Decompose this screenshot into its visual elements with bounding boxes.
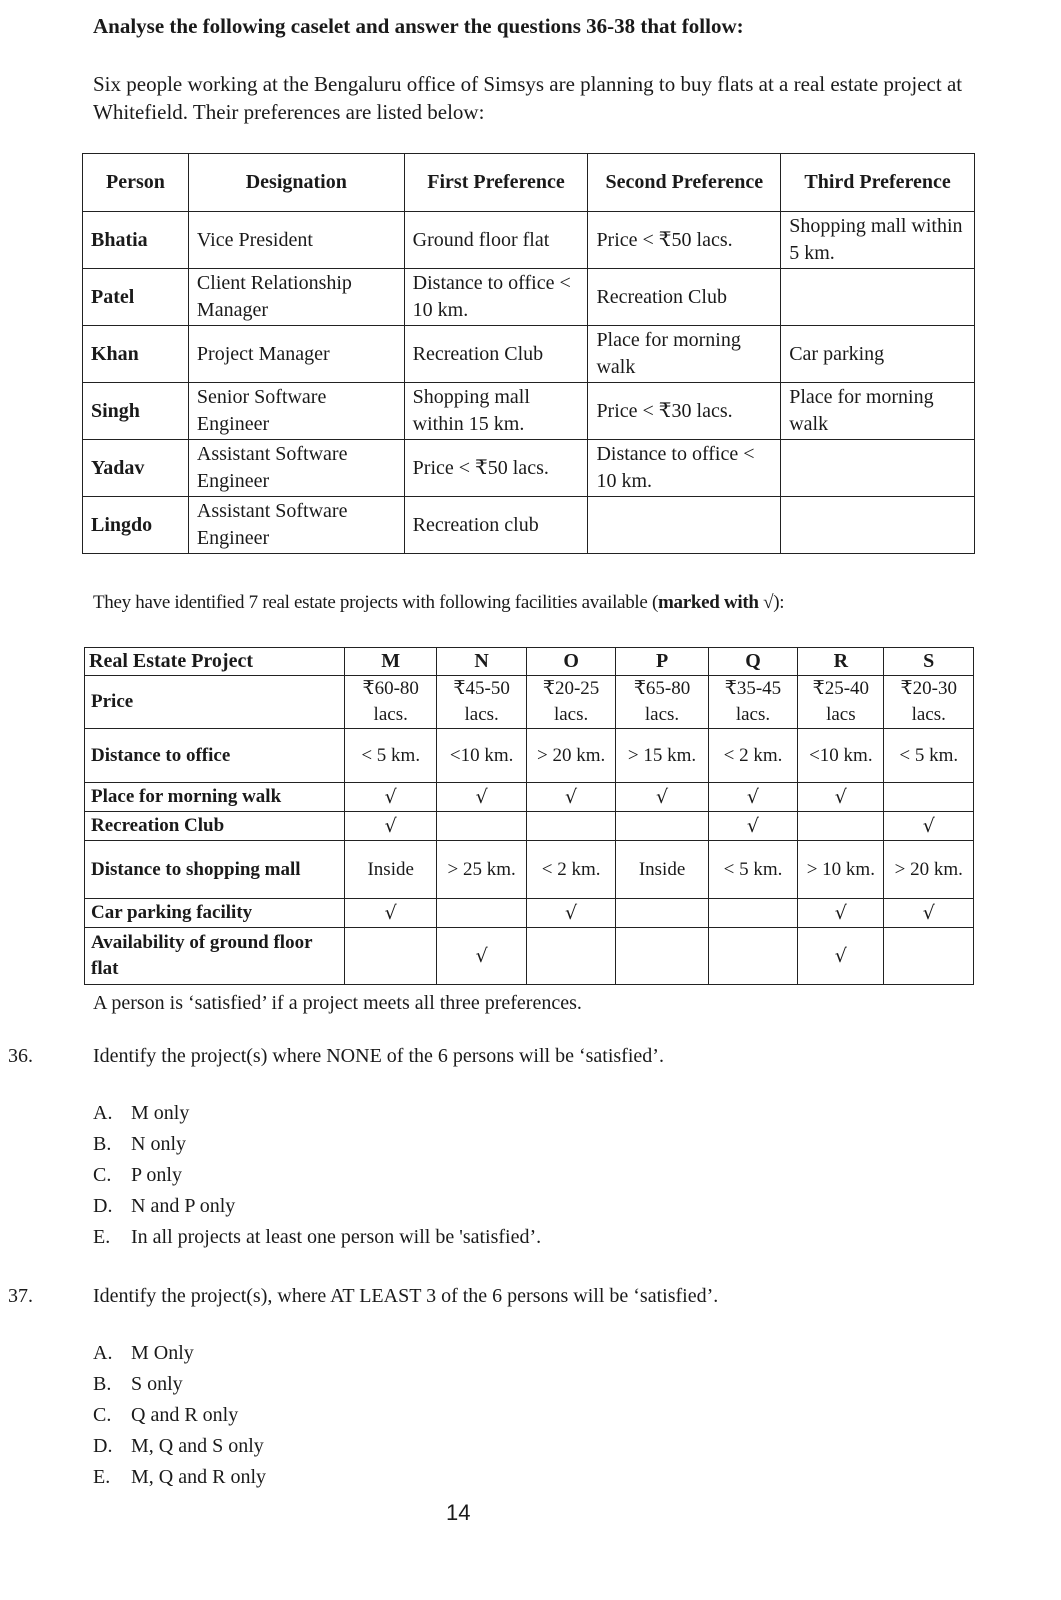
third-preference-cell: [781, 497, 975, 554]
project-cell: > 20 km.: [526, 729, 615, 783]
option-letter: D.: [93, 1195, 113, 1217]
caselet-intro: Six people working at the Bengaluru office of Simsys are planning to buy flats at a real estate project at Whitefield. Their preferences are listed below:: [93, 72, 963, 124]
checkmark-cell: √: [798, 899, 884, 928]
checkmark-cell: √: [884, 812, 974, 841]
projects-note-text: They have identified 7 real estate projects with following facilities available (: [93, 592, 659, 613]
project-cell: ₹45-50 lacs.: [437, 676, 526, 729]
option-text: N only: [131, 1133, 186, 1155]
answer-option: [93, 1129, 186, 1160]
project-cell: ₹25-40 lacs: [798, 676, 884, 729]
preference-row-khan: [83, 326, 975, 383]
project-cell: ₹35-45 lacs.: [708, 676, 797, 729]
project-column-n: N: [437, 648, 526, 676]
projects-note: [93, 592, 784, 614]
projects-table: [84, 647, 974, 985]
preferences-header-row: [83, 154, 975, 212]
answer-option: [93, 1160, 182, 1191]
answer-option: [93, 1400, 238, 1431]
checkmark-cell: √: [345, 899, 437, 928]
checkmark-cell: √: [345, 812, 437, 841]
project-cell: [345, 928, 437, 985]
project-row: [85, 812, 974, 841]
project-cell: Inside: [616, 841, 708, 899]
checkmark-cell: √: [526, 783, 615, 812]
project-cell: [437, 812, 526, 841]
checkmark-cell: √: [345, 783, 437, 812]
designation-cell: Senior Software Engineer: [188, 383, 404, 440]
projects-note-bold: marked with √: [658, 592, 774, 613]
project-cell: [616, 812, 708, 841]
project-cell: ₹65-80 lacs.: [616, 676, 708, 729]
second-preference-cell: Place for morning walk: [588, 326, 781, 383]
first-preference-cell: Distance to office < 10 km.: [404, 269, 588, 326]
person-cell: Bhatia: [83, 212, 189, 269]
project-cell: ₹60-80 lacs.: [345, 676, 437, 729]
project-cell: < 5 km.: [345, 729, 437, 783]
option-letter: B.: [93, 1373, 112, 1395]
project-column-q: Q: [708, 648, 797, 676]
project-row: [85, 676, 974, 729]
project-cell: > 25 km.: [437, 841, 526, 899]
second-preference-cell: Price < ₹50 lacs.: [588, 212, 781, 269]
option-letter: A.: [93, 1102, 113, 1124]
checkmark-cell: √: [884, 899, 974, 928]
header-designation: Designation: [188, 154, 404, 212]
project-cell: [884, 783, 974, 812]
option-letter: C.: [93, 1404, 112, 1426]
header-second-preference: Second Preference: [588, 154, 781, 212]
project-cell: < 5 km.: [708, 841, 797, 899]
first-preference-cell: Price < ₹50 lacs.: [404, 440, 588, 497]
designation-cell: Assistant Software Engineer: [188, 497, 404, 554]
header-third-preference: Third Preference: [781, 154, 975, 212]
option-text: Q and R only: [131, 1404, 239, 1426]
project-cell: [526, 928, 615, 985]
project-column-m: M: [345, 648, 437, 676]
project-column-s: S: [884, 648, 974, 676]
project-row-label: Recreation Club: [85, 812, 345, 841]
first-preference-cell: Recreation Club: [404, 326, 588, 383]
option-letter: E.: [93, 1466, 111, 1488]
option-text: N and P only: [131, 1195, 236, 1217]
caselet-heading: Analyse the following caselet and answer the questions 36-38 that follow:: [93, 14, 744, 38]
project-cell: ₹20-25 lacs.: [526, 676, 615, 729]
option-letter: B.: [93, 1133, 112, 1155]
project-row-label: Price: [85, 676, 345, 729]
option-letter: E.: [93, 1226, 111, 1248]
answer-option: [93, 1191, 235, 1222]
second-preference-cell: Distance to office < 10 km.: [588, 440, 781, 497]
option-text: M only: [131, 1102, 190, 1124]
project-cell: [708, 928, 797, 985]
option-text: In all projects at least one person will be 'satisfied’.: [131, 1226, 542, 1248]
checkmark-cell: √: [798, 928, 884, 985]
preference-row-bhatia: [83, 212, 975, 269]
option-letter: D.: [93, 1435, 113, 1457]
answer-option: [93, 1462, 266, 1493]
question-number: 36.: [8, 1045, 33, 1067]
answer-option: [93, 1222, 541, 1253]
option-text: S only: [131, 1373, 183, 1395]
projects-corner-label: Real Estate Project: [85, 648, 345, 676]
checkmark-cell: √: [616, 783, 708, 812]
designation-cell: Project Manager: [188, 326, 404, 383]
answer-option: [93, 1098, 189, 1129]
option-text: M, Q and R only: [131, 1466, 266, 1488]
checkmark-cell: √: [798, 783, 884, 812]
question-text: Identify the project(s) where NONE of the 6 persons will be ‘satisfied’.: [93, 1045, 664, 1067]
project-row-label: Car parking facility: [85, 899, 345, 928]
option-letter: C.: [93, 1164, 112, 1186]
project-cell: > 10 km.: [798, 841, 884, 899]
checkmark-cell: √: [437, 783, 526, 812]
project-column-r: R: [798, 648, 884, 676]
designation-cell: Assistant Software Engineer: [188, 440, 404, 497]
project-row: [85, 729, 974, 783]
option-letter: A.: [93, 1342, 113, 1364]
question-text: Identify the project(s), where AT LEAST 3 of the 6 persons will be ‘satisfied’.: [93, 1285, 719, 1307]
project-cell: [708, 899, 797, 928]
option-text: M, Q and S only: [131, 1435, 264, 1457]
checkmark-cell: √: [437, 928, 526, 985]
satisfied-definition: A person is ‘satisfied’ if a project meets all three preferences.: [93, 992, 582, 1014]
project-row: [85, 928, 974, 985]
project-row-label: Place for morning walk: [85, 783, 345, 812]
project-cell: <10 km.: [437, 729, 526, 783]
project-cell: > 20 km.: [884, 841, 974, 899]
project-cell: <10 km.: [798, 729, 884, 783]
person-cell: Khan: [83, 326, 189, 383]
first-preference-cell: Shopping mall within 15 km.: [404, 383, 588, 440]
option-text: P only: [131, 1164, 182, 1186]
project-cell: Inside: [345, 841, 437, 899]
answer-option: [93, 1338, 194, 1369]
first-preference-cell: Ground floor flat: [404, 212, 588, 269]
preference-row-lingdo: [83, 497, 975, 554]
checkmark-cell: √: [526, 899, 615, 928]
person-cell: Singh: [83, 383, 189, 440]
project-cell: [616, 899, 708, 928]
third-preference-cell: Car parking: [781, 326, 975, 383]
third-preference-cell: [781, 440, 975, 497]
answer-option: [93, 1369, 183, 1400]
person-cell: Yadav: [83, 440, 189, 497]
page-number: 14: [446, 1500, 471, 1525]
project-column-p: P: [616, 648, 708, 676]
project-cell: < 5 km.: [884, 729, 974, 783]
third-preference-cell: [781, 269, 975, 326]
third-preference-cell: Place for morning walk: [781, 383, 975, 440]
preference-row-yadav: [83, 440, 975, 497]
second-preference-cell: Recreation Club: [588, 269, 781, 326]
project-column-o: O: [526, 648, 615, 676]
project-cell: [616, 928, 708, 985]
project-cell: < 2 km.: [708, 729, 797, 783]
project-cell: [437, 899, 526, 928]
project-cell: [526, 812, 615, 841]
preference-row-singh: [83, 383, 975, 440]
project-row: [85, 783, 974, 812]
second-preference-cell: Price < ₹30 lacs.: [588, 383, 781, 440]
projects-header-row: [85, 648, 974, 676]
person-cell: Lingdo: [83, 497, 189, 554]
project-row-label: Availability of ground floor flat: [85, 928, 345, 985]
question-number: 37.: [8, 1285, 33, 1307]
project-cell: > 15 km.: [616, 729, 708, 783]
designation-cell: Vice President: [188, 212, 404, 269]
second-preference-cell: [588, 497, 781, 554]
third-preference-cell: Shopping mall within 5 km.: [781, 212, 975, 269]
checkmark-cell: √: [708, 812, 797, 841]
checkmark-cell: √: [708, 783, 797, 812]
project-cell: < 2 km.: [526, 841, 615, 899]
project-cell: ₹20-30 lacs.: [884, 676, 974, 729]
designation-cell: Client Relationship Manager: [188, 269, 404, 326]
preference-row-patel: [83, 269, 975, 326]
project-row-label: Distance to shopping mall: [85, 841, 345, 899]
answer-option: [93, 1431, 264, 1462]
header-person: Person: [83, 154, 189, 212]
project-row: [85, 841, 974, 899]
project-row-label: Distance to office: [85, 729, 345, 783]
first-preference-cell: Recreation club: [404, 497, 588, 554]
project-row: [85, 899, 974, 928]
project-cell: [884, 928, 974, 985]
option-text: M Only: [131, 1342, 194, 1364]
person-cell: Patel: [83, 269, 189, 326]
header-first-preference: First Preference: [404, 154, 588, 212]
projects-note-end: ):: [773, 592, 785, 613]
preferences-table: [82, 153, 975, 554]
project-cell: [798, 812, 884, 841]
